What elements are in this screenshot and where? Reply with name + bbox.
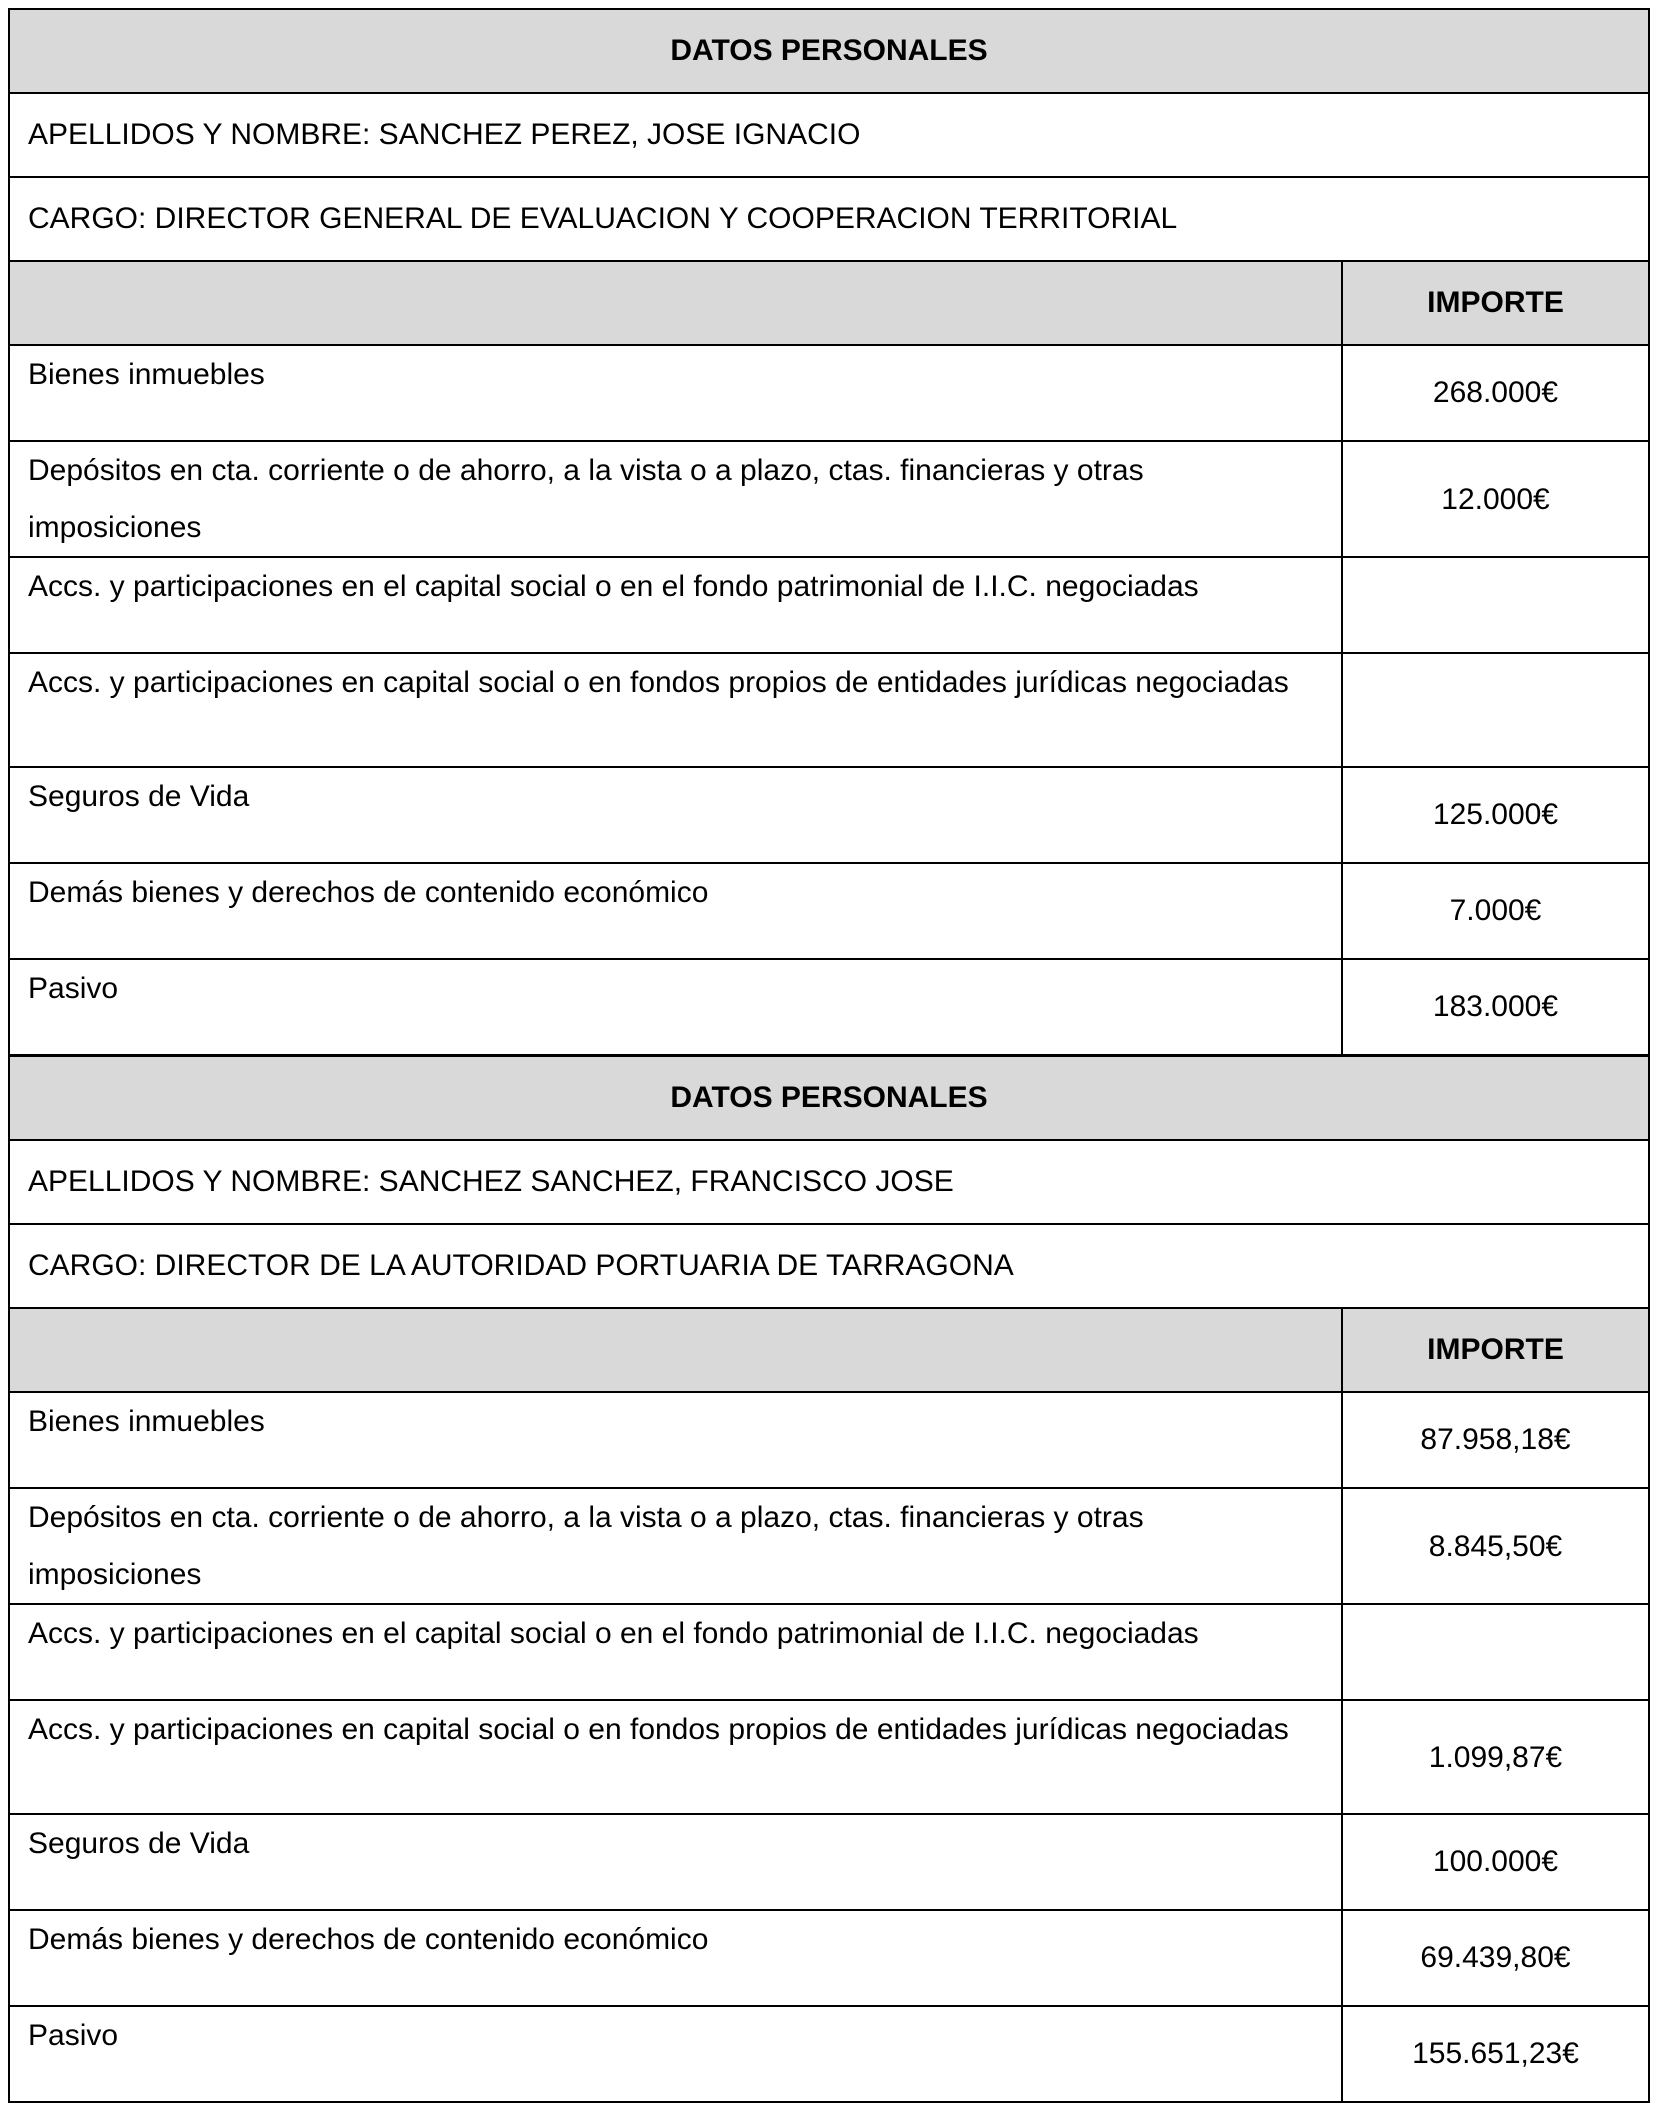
- column-header-row: [9, 1308, 1649, 1392]
- amount-header: IMPORTE: [1342, 261, 1649, 345]
- title-row: [9, 9, 1649, 93]
- name-row: [9, 1140, 1649, 1224]
- title-row: [9, 1056, 1649, 1140]
- table-row: [9, 557, 1649, 653]
- amount-cell: 87.958,18€: [1342, 1392, 1649, 1488]
- amount-cell: [1342, 653, 1649, 767]
- concept-cell: Bienes inmuebles: [9, 1392, 1342, 1488]
- concept-header-cell: [9, 1308, 1342, 1392]
- table-row: [9, 1814, 1649, 1910]
- asset-declaration-table: [8, 8, 1650, 1056]
- concept-cell: Accs. y participaciones en capital social o en fondos propios de entidades jurídicas negociadas: [9, 1700, 1342, 1814]
- position-line: CARGO: DIRECTOR GENERAL DE EVALUACION Y COOPERACION TERRITORIAL: [9, 177, 1649, 261]
- position-line: CARGO: DIRECTOR DE LA AUTORIDAD PORTUARIA DE TARRAGONA: [9, 1224, 1649, 1308]
- concept-cell: Seguros de Vida: [9, 1814, 1342, 1910]
- amount-cell: 100.000€: [1342, 1814, 1649, 1910]
- amount-cell: 155.651,23€: [1342, 2006, 1649, 2102]
- concept-cell: Bienes inmuebles: [9, 345, 1342, 441]
- table-row: [9, 1910, 1649, 2006]
- concept-cell: Pasivo: [9, 959, 1342, 1055]
- amount-cell: [1342, 557, 1649, 653]
- concept-cell: Pasivo: [9, 2006, 1342, 2102]
- concept-cell: Depósitos en cta. corriente o de ahorro, a la vista o a plazo, ctas. financieras y otras imposiciones: [9, 1488, 1342, 1604]
- position-row: [9, 177, 1649, 261]
- asset-declaration-table: [8, 1055, 1650, 2103]
- declaration-block-1: [8, 8, 1648, 1056]
- table-row: [9, 2006, 1649, 2102]
- concept-cell: Demás bienes y derechos de contenido económico: [9, 863, 1342, 959]
- name-row: [9, 93, 1649, 177]
- amount-cell: 12.000€: [1342, 441, 1649, 557]
- section-title: DATOS PERSONALES: [9, 1056, 1649, 1140]
- concept-cell: Demás bienes y derechos de contenido económico: [9, 1910, 1342, 2006]
- amount-cell: 268.000€: [1342, 345, 1649, 441]
- table-row: [9, 959, 1649, 1055]
- amount-cell: 1.099,87€: [1342, 1700, 1649, 1814]
- table-row: [9, 767, 1649, 863]
- name-line: APELLIDOS Y NOMBRE: SANCHEZ PEREZ, JOSE IGNACIO: [9, 93, 1649, 177]
- concept-cell: Depósitos en cta. corriente o de ahorro, a la vista o a plazo, ctas. financieras y otras imposiciones: [9, 441, 1342, 557]
- position-row: [9, 1224, 1649, 1308]
- concept-cell: Seguros de Vida: [9, 767, 1342, 863]
- amount-cell: 69.439,80€: [1342, 1910, 1649, 2006]
- section-title: DATOS PERSONALES: [9, 9, 1649, 93]
- amount-cell: 125.000€: [1342, 767, 1649, 863]
- name-line: APELLIDOS Y NOMBRE: SANCHEZ SANCHEZ, FRANCISCO JOSE: [9, 1140, 1649, 1224]
- concept-header-cell: [9, 261, 1342, 345]
- concept-cell: Accs. y participaciones en capital social o en fondos propios de entidades jurídicas negociadas: [9, 653, 1342, 767]
- table-row: [9, 345, 1649, 441]
- table-row: [9, 1700, 1649, 1814]
- table-row: [9, 1392, 1649, 1488]
- concept-cell: Accs. y participaciones en el capital social o en el fondo patrimonial de I.I.C. negociadas: [9, 557, 1342, 653]
- amount-cell: 7.000€: [1342, 863, 1649, 959]
- table-row: [9, 1604, 1649, 1700]
- declaration-block-2: [8, 1055, 1648, 2103]
- table-row: [9, 653, 1649, 767]
- table-row: [9, 441, 1649, 557]
- column-header-row: [9, 261, 1649, 345]
- amount-header: IMPORTE: [1342, 1308, 1649, 1392]
- concept-cell: Accs. y participaciones en el capital social o en el fondo patrimonial de I.I.C. negociadas: [9, 1604, 1342, 1700]
- table-row: [9, 1488, 1649, 1604]
- amount-cell: [1342, 1604, 1649, 1700]
- amount-cell: 8.845,50€: [1342, 1488, 1649, 1604]
- table-row: [9, 863, 1649, 959]
- amount-cell: 183.000€: [1342, 959, 1649, 1055]
